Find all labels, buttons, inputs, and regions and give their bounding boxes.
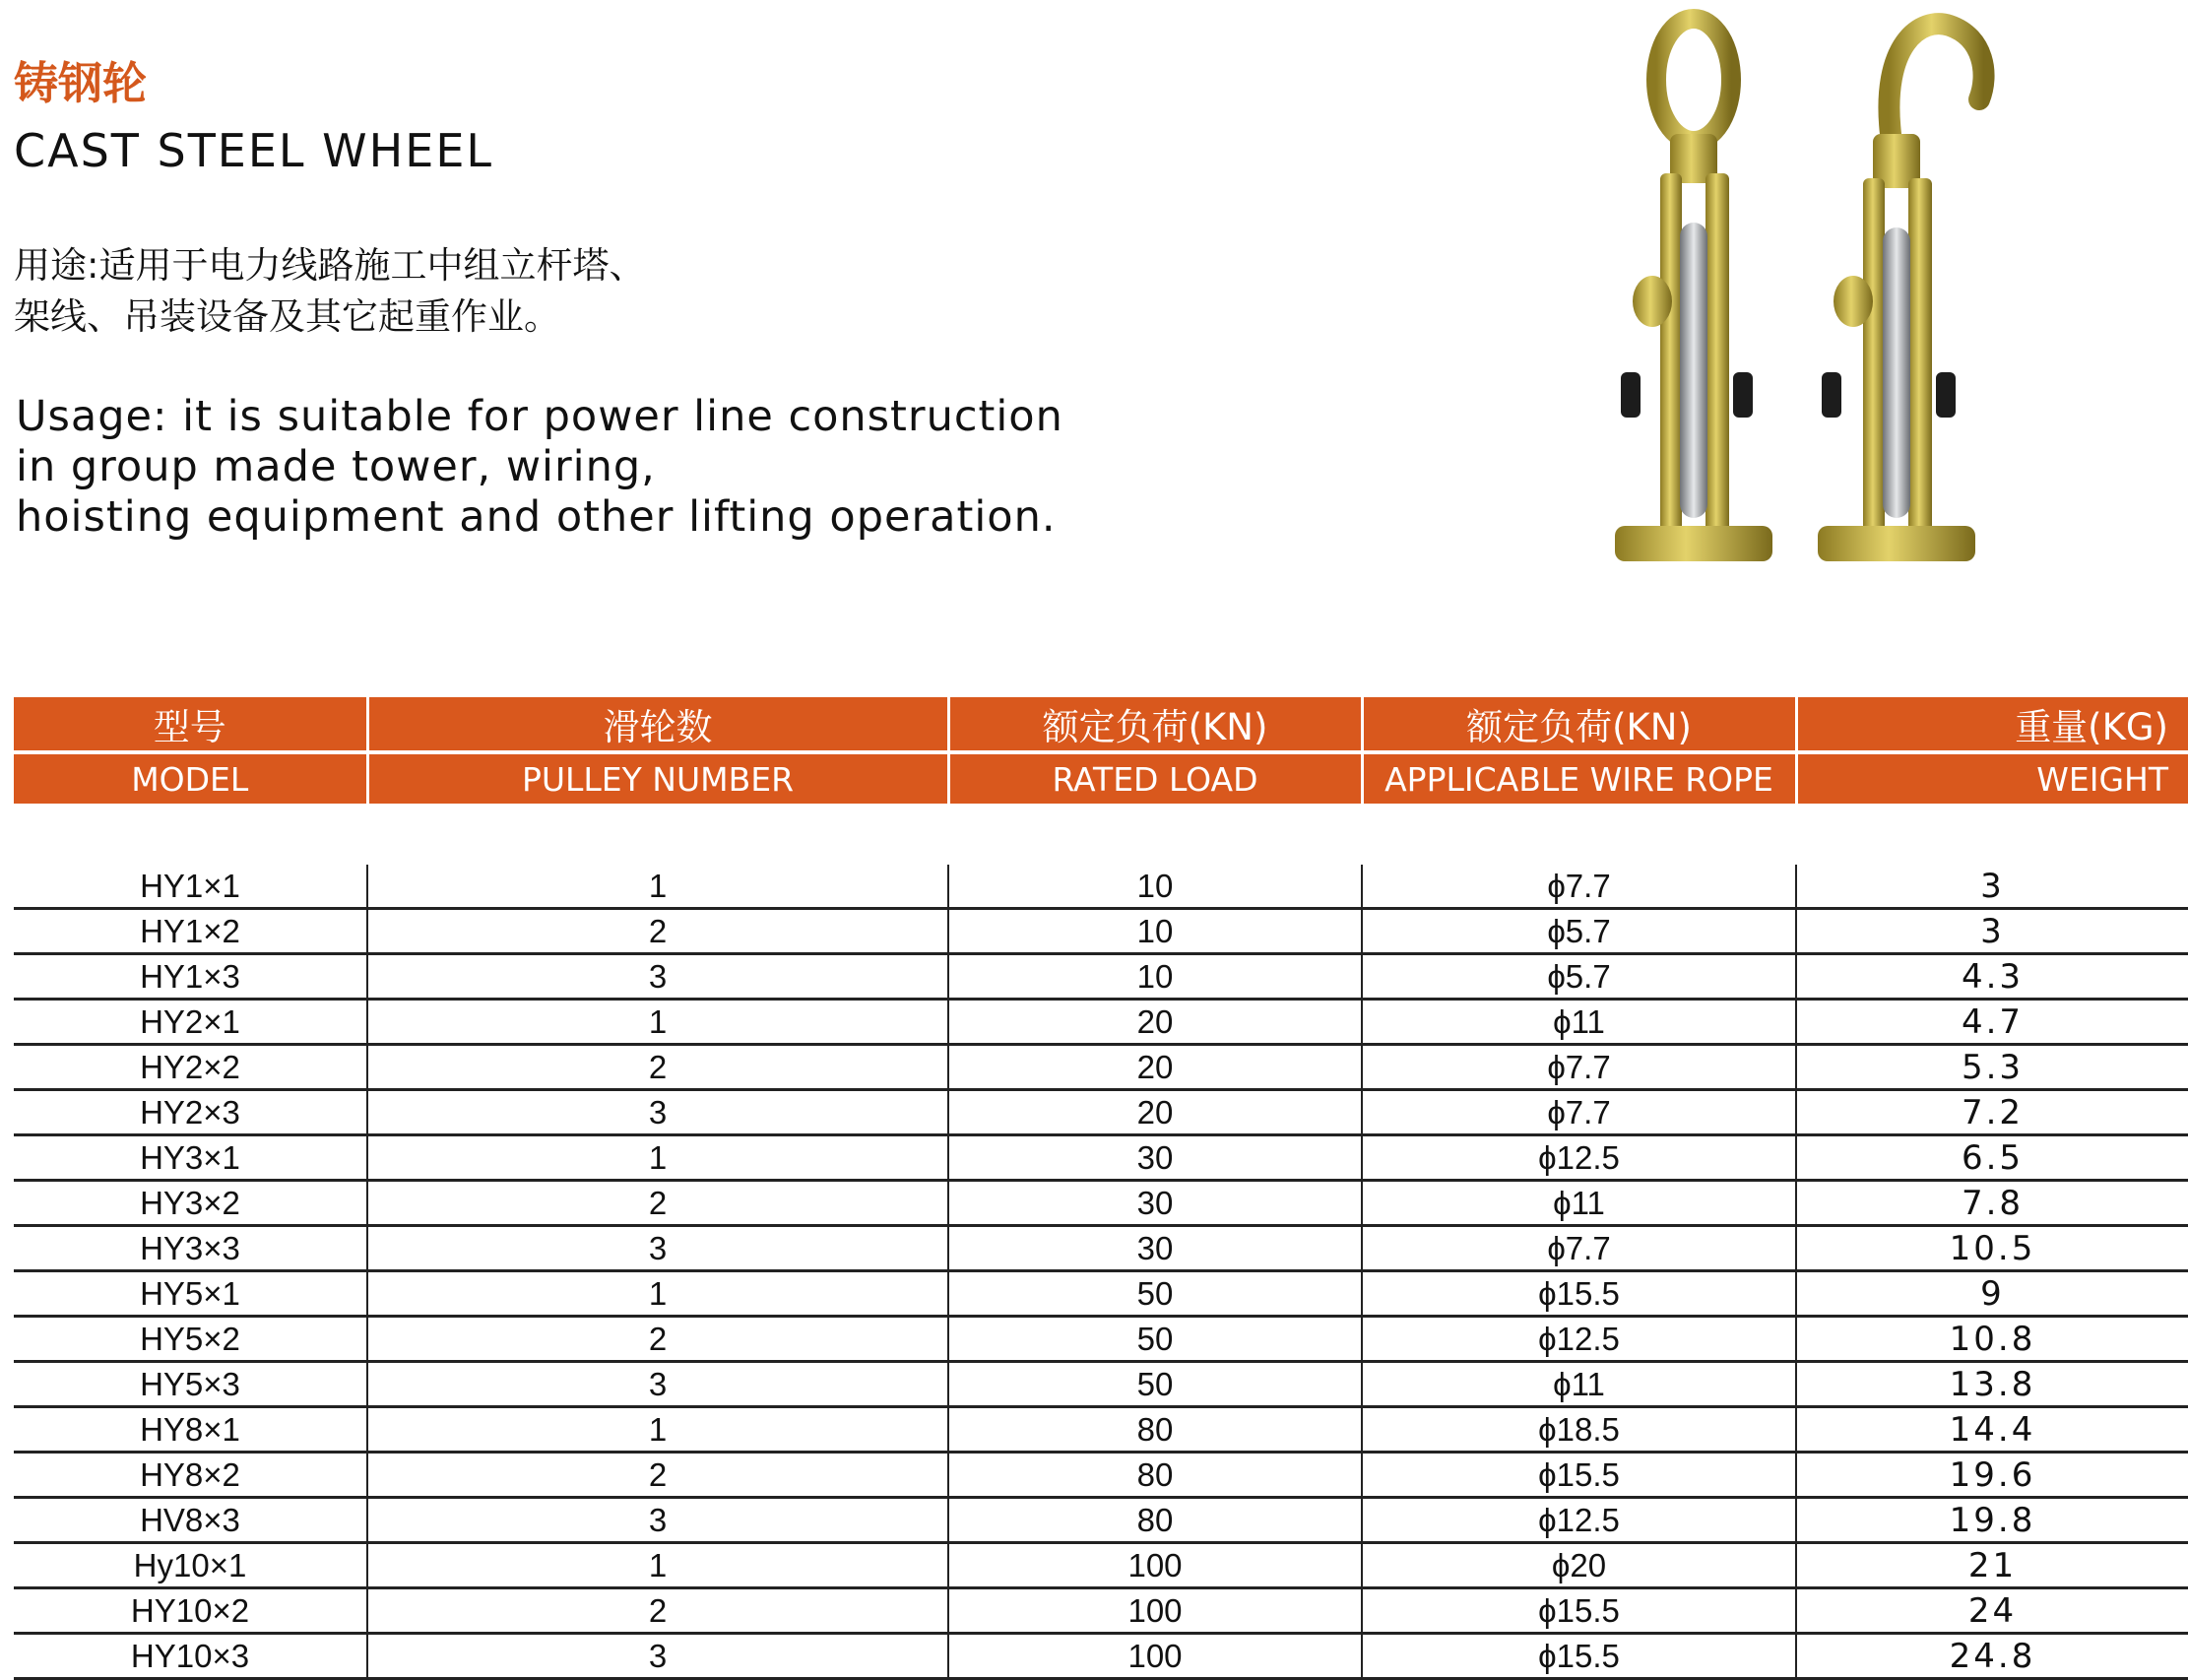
cell-weight: 10.8 bbox=[1796, 1317, 2188, 1362]
table-row bbox=[14, 1634, 2188, 1679]
cell-weight: 4.7 bbox=[1796, 1000, 2188, 1045]
cell-model: HY10×3 bbox=[14, 1634, 367, 1679]
cell-wire-rope: ϕ11 bbox=[1362, 1181, 1796, 1226]
cell-weight: 14.4 bbox=[1796, 1407, 2188, 1453]
cell-pulley-number: 1 bbox=[367, 1543, 948, 1588]
cell-model: HY3×1 bbox=[14, 1135, 367, 1181]
cell-rated-load: 100 bbox=[948, 1588, 1362, 1634]
cell-weight: 6.5 bbox=[1796, 1135, 2188, 1181]
spec-table-body bbox=[14, 804, 2188, 1679]
cell-weight: 7.2 bbox=[1796, 1090, 2188, 1135]
table-row bbox=[14, 1543, 2188, 1588]
product-photo bbox=[1595, 6, 2028, 582]
cell-wire-rope: ϕ15.5 bbox=[1362, 1271, 1796, 1317]
cell-pulley-number: 3 bbox=[367, 1090, 948, 1135]
usage-cn-line: 用途:适用于电力线路施工中组立杆塔、 bbox=[14, 244, 646, 287]
cell-model: HY1×3 bbox=[14, 954, 367, 1000]
table-row bbox=[14, 954, 2188, 1000]
cell-rated-load: 10 bbox=[948, 865, 1362, 909]
cell-wire-rope: ϕ18.5 bbox=[1362, 1407, 1796, 1453]
cell-weight: 19.6 bbox=[1796, 1453, 2188, 1498]
cell-model: HY8×1 bbox=[14, 1407, 367, 1453]
cell-model: HY1×2 bbox=[14, 909, 367, 954]
table-row bbox=[14, 1181, 2188, 1226]
table-row bbox=[14, 1271, 2188, 1317]
cell-rated-load: 30 bbox=[948, 1226, 1362, 1271]
table-row bbox=[14, 1317, 2188, 1362]
cell-weight: 3 bbox=[1796, 865, 2188, 909]
hook-pulley-block bbox=[1818, 24, 1984, 561]
pulley-blocks-illustration bbox=[1595, 6, 2028, 582]
cell-model: HY2×2 bbox=[14, 1045, 367, 1090]
table-spacer bbox=[14, 804, 2188, 865]
table-row bbox=[14, 1588, 2188, 1634]
table-row bbox=[14, 865, 2188, 909]
usage-description-cn bbox=[14, 240, 645, 343]
table-row bbox=[14, 1090, 2188, 1135]
header-en-model: MODEL bbox=[14, 752, 367, 804]
cell-wire-rope: ϕ7.7 bbox=[1362, 1045, 1796, 1090]
header-en-rated-load: RATED LOAD bbox=[948, 752, 1362, 804]
cell-wire-rope: ϕ12.5 bbox=[1362, 1135, 1796, 1181]
cell-weight: 13.8 bbox=[1796, 1362, 2188, 1407]
cell-weight: 10.5 bbox=[1796, 1226, 2188, 1271]
header-row-en bbox=[14, 752, 2188, 804]
cell-wire-rope: ϕ7.7 bbox=[1362, 865, 1796, 909]
header-cn-weight: 重量(KG) bbox=[1796, 697, 2188, 752]
cell-rated-load: 10 bbox=[948, 954, 1362, 1000]
table-row bbox=[14, 1453, 2188, 1498]
table-row bbox=[14, 1498, 2188, 1543]
spec-table bbox=[14, 697, 2188, 1680]
cell-rated-load: 80 bbox=[948, 1453, 1362, 1498]
cell-weight: 21 bbox=[1796, 1543, 2188, 1588]
usage-en-line: hoisting equipment and other lifting operation. bbox=[16, 492, 1057, 542]
cell-wire-rope: ϕ5.7 bbox=[1362, 954, 1796, 1000]
cell-pulley-number: 2 bbox=[367, 1453, 948, 1498]
cell-wire-rope: ϕ15.5 bbox=[1362, 1453, 1796, 1498]
cell-pulley-number: 3 bbox=[367, 1226, 948, 1271]
cell-rated-load: 100 bbox=[948, 1634, 1362, 1679]
cell-model: HY3×3 bbox=[14, 1226, 367, 1271]
table-row bbox=[14, 1045, 2188, 1090]
header-cn-pulley: 滑轮数 bbox=[367, 697, 948, 752]
cell-weight: 9 bbox=[1796, 1271, 2188, 1317]
cell-wire-rope: ϕ20 bbox=[1362, 1543, 1796, 1588]
usage-en-line: in group made tower, wiring, bbox=[16, 442, 656, 491]
cell-model: HY2×1 bbox=[14, 1000, 367, 1045]
table-row bbox=[14, 1226, 2188, 1271]
table-row bbox=[14, 909, 2188, 954]
cell-weight: 7.8 bbox=[1796, 1181, 2188, 1226]
cell-weight: 3 bbox=[1796, 909, 2188, 954]
cell-rated-load: 50 bbox=[948, 1362, 1362, 1407]
cell-pulley-number: 3 bbox=[367, 1362, 948, 1407]
cell-rated-load: 100 bbox=[948, 1543, 1362, 1588]
page-title-en: CAST STEEL WHEEL bbox=[14, 124, 494, 177]
table-row bbox=[14, 1135, 2188, 1181]
cell-model: HY1×1 bbox=[14, 865, 367, 909]
header-row-cn bbox=[14, 697, 2188, 752]
cell-weight: 4.3 bbox=[1796, 954, 2188, 1000]
cell-pulley-number: 3 bbox=[367, 954, 948, 1000]
header-en-wire-rope: APPLICABLE WIRE ROPE bbox=[1362, 752, 1796, 804]
cell-weight: 19.8 bbox=[1796, 1498, 2188, 1543]
page-title-cn: 铸钢轮 bbox=[14, 57, 148, 109]
cell-weight: 24 bbox=[1796, 1588, 2188, 1634]
cell-pulley-number: 1 bbox=[367, 865, 948, 909]
cell-wire-rope: ϕ5.7 bbox=[1362, 909, 1796, 954]
cell-wire-rope: ϕ11 bbox=[1362, 1362, 1796, 1407]
cell-rated-load: 10 bbox=[948, 909, 1362, 954]
cell-rated-load: 20 bbox=[948, 1000, 1362, 1045]
cell-weight: 5.3 bbox=[1796, 1045, 2188, 1090]
cell-pulley-number: 3 bbox=[367, 1498, 948, 1543]
cell-pulley-number: 2 bbox=[367, 909, 948, 954]
table-row bbox=[14, 1362, 2188, 1407]
cell-model: HY5×2 bbox=[14, 1317, 367, 1362]
cell-pulley-number: 3 bbox=[367, 1634, 948, 1679]
usage-cn-line: 架线、吊装设备及其它起重作业。 bbox=[14, 295, 560, 338]
header-cn-model: 型号 bbox=[14, 697, 367, 752]
cell-wire-rope: ϕ12.5 bbox=[1362, 1498, 1796, 1543]
cell-wire-rope: ϕ15.5 bbox=[1362, 1588, 1796, 1634]
cell-pulley-number: 2 bbox=[367, 1045, 948, 1090]
cell-pulley-number: 1 bbox=[367, 1407, 948, 1453]
cell-wire-rope: ϕ15.5 bbox=[1362, 1634, 1796, 1679]
cell-rated-load: 50 bbox=[948, 1271, 1362, 1317]
cell-rated-load: 50 bbox=[948, 1317, 1362, 1362]
usage-description-en bbox=[16, 392, 1063, 543]
cell-model: HY5×3 bbox=[14, 1362, 367, 1407]
cell-weight: 24.8 bbox=[1796, 1634, 2188, 1679]
cell-model: HY3×2 bbox=[14, 1181, 367, 1226]
cell-pulley-number: 2 bbox=[367, 1588, 948, 1634]
cell-model: HY10×2 bbox=[14, 1588, 367, 1634]
cell-wire-rope: ϕ11 bbox=[1362, 1000, 1796, 1045]
cell-rated-load: 80 bbox=[948, 1498, 1362, 1543]
header-en-pulley: PULLEY NUMBER bbox=[367, 752, 948, 804]
cell-pulley-number: 2 bbox=[367, 1181, 948, 1226]
cell-wire-rope: ϕ7.7 bbox=[1362, 1226, 1796, 1271]
header-cn-wire-rope: 额定负荷(KN) bbox=[1362, 697, 1796, 752]
cell-model: HY2×3 bbox=[14, 1090, 367, 1135]
cell-model: HY5×1 bbox=[14, 1271, 367, 1317]
cell-pulley-number: 2 bbox=[367, 1317, 948, 1362]
usage-en-line: Usage: it is suitable for power line construction bbox=[16, 392, 1063, 441]
cell-rated-load: 80 bbox=[948, 1407, 1362, 1453]
cell-pulley-number: 1 bbox=[367, 1135, 948, 1181]
cell-model: HY8×2 bbox=[14, 1453, 367, 1498]
cell-wire-rope: ϕ12.5 bbox=[1362, 1317, 1796, 1362]
cell-rated-load: 20 bbox=[948, 1045, 1362, 1090]
cell-model: HV8×3 bbox=[14, 1498, 367, 1543]
cell-rated-load: 30 bbox=[948, 1181, 1362, 1226]
cell-rated-load: 20 bbox=[948, 1090, 1362, 1135]
cell-wire-rope: ϕ7.7 bbox=[1362, 1090, 1796, 1135]
cell-pulley-number: 1 bbox=[367, 1271, 948, 1317]
table-row bbox=[14, 1407, 2188, 1453]
spec-table-container bbox=[14, 697, 2188, 1680]
cell-rated-load: 30 bbox=[948, 1135, 1362, 1181]
header-cn-rated-load: 额定负荷(KN) bbox=[948, 697, 1362, 752]
header-en-weight: WEIGHT bbox=[1796, 752, 2188, 804]
cell-pulley-number: 1 bbox=[367, 1000, 948, 1045]
table-row bbox=[14, 1000, 2188, 1045]
cell-model: Hy10×1 bbox=[14, 1543, 367, 1588]
eye-pulley-block bbox=[1615, 19, 1772, 561]
